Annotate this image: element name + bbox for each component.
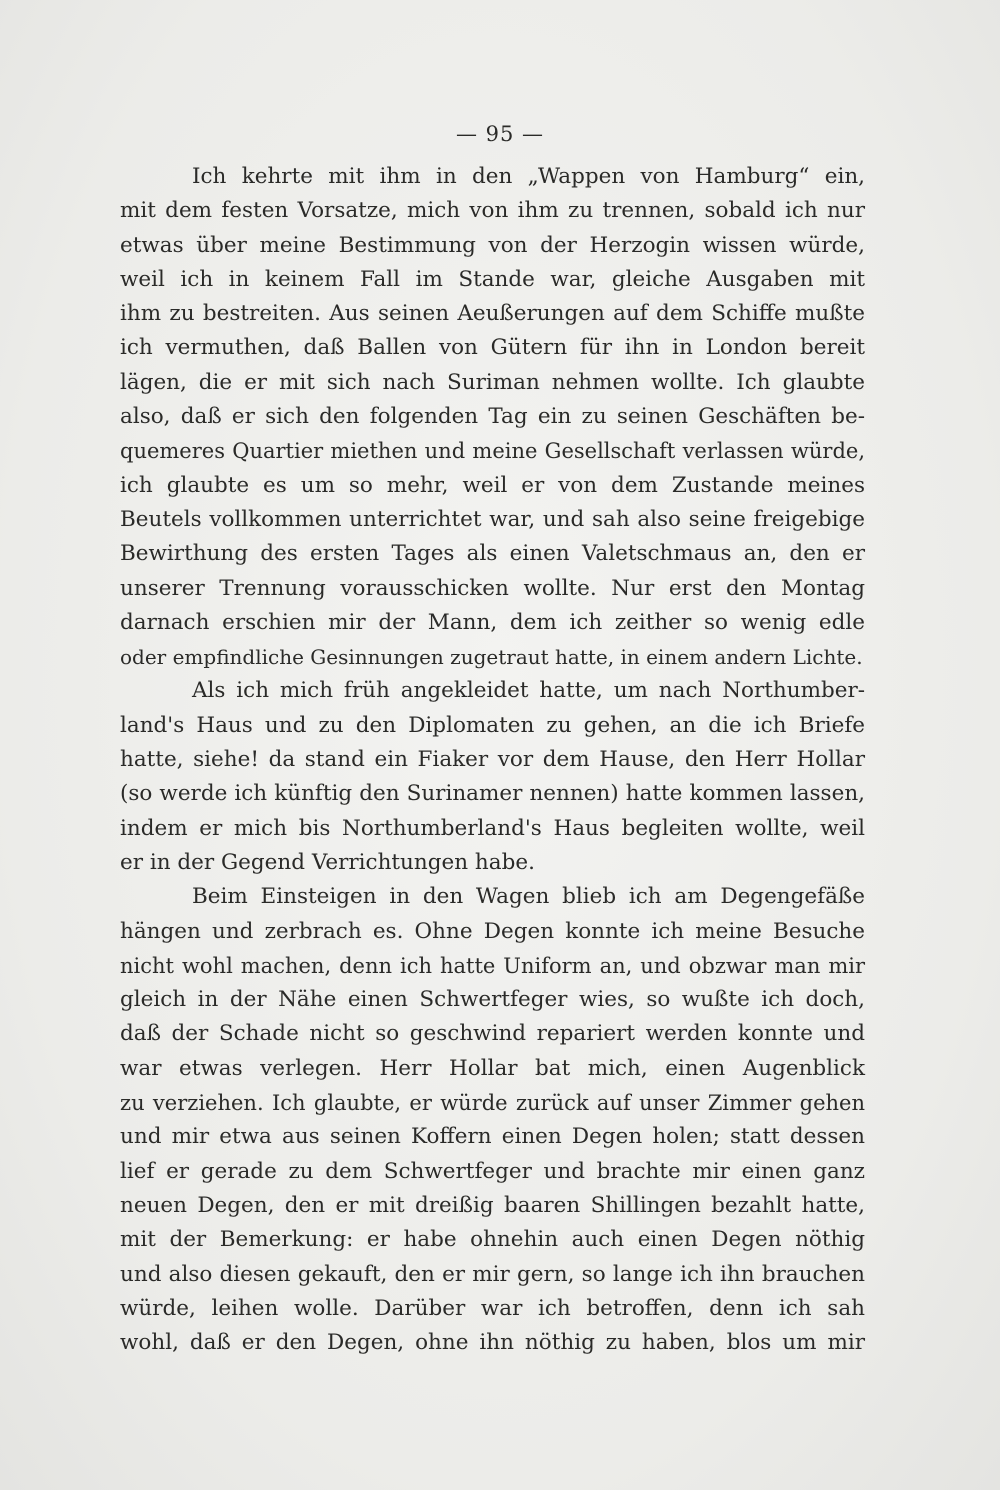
text-line: mit der Bemerkung: er habe ohnehin auch einen Degen nöthig [120,1227,865,1253]
text-line: (so werde ich künftig den Surinamer nennen) hatte kommen lassen, [120,781,865,807]
text-line: indem er mich bis Northumberland's Haus begleiten wollte, weil [120,815,865,841]
text-line: etwas über meine Bestimmung von der Herzogin wissen würde, [120,232,865,258]
text-line: lägen, die er mit sich nach Suriman nehmen wollte. Ich glaubte [120,369,865,395]
paragraph [120,160,865,674]
paragraph [120,674,865,880]
text-line: daß der Schade nicht so geschwind repariert werden konnte und [120,1021,865,1047]
text-line: Beutels vollkommen unterrichtet war, und sah also seine freigebige [120,506,865,532]
text-line: darnach erschien mir der Mann, dem ich zeither so wenig edle [120,609,865,635]
text-line: lief er gerade zu dem Schwertfeger und brachte mir einen ganz [120,1158,865,1184]
text-line: Ich kehrte mit ihm in den „Wappen von Hamburg“ ein, [192,164,865,189]
text-line: und also diesen gekauft, den er mir gern, so lange ich ihn brauchen [120,1261,865,1287]
text-line: würde, leihen wolle. Darüber war ich betroffen, denn ich sah [120,1295,865,1321]
text-line: nicht wohl machen, denn ich hatte Uniform an, und obzwar man mir [120,953,865,978]
text-line: unserer Trennung vorausschicken wollte. Nur erst den Montag [120,575,865,601]
text-line: hängen und zerbrach es. Ohne Degen konnte ich meine Besuche [120,918,865,944]
text-line: Als ich mich früh angekleidet hatte, um nach Northumber- [192,678,865,704]
text-line: land's Haus und zu den Diplomaten zu gehen, an die ich Briefe [120,712,865,738]
text-line: ich vermuthen, daß Ballen von Gütern für ihn in London bereit [120,335,865,361]
text-line: ich glaubte es um so mehr, weil er von dem Zustande meines [120,472,865,498]
text-line: hatte, siehe! da stand ein Fiaker vor dem Hause, den Herr Hollar [120,747,865,773]
paragraph [120,880,865,1360]
text-line: also, daß er sich den folgenden Tag ein zu seinen Geschäften be- [120,404,865,430]
text-line: und mir etwa aus seinen Koffern einen Degen holen; statt dessen [120,1124,865,1150]
text-line: oder empfindliche Gesinnungen zugetraut hatte, in einem andern Lichte. [120,645,863,670]
text-line: quemeres Quartier miethen und meine Gesellschaft verlassen würde, [120,439,865,464]
text-line: gleich in der Nähe einen Schwertfeger wies, so wußte ich doch, [120,987,865,1013]
text-line: Beim Einsteigen in den Wagen blieb ich am Degengefäße [192,884,865,910]
text-line: er in der Gegend Verrichtungen habe. [120,849,535,875]
text-line: zu verziehen. Ich glaubte, er würde zurück auf unser Zimmer gehen [120,1091,865,1116]
text-line: neuen Degen, den er mit dreißig baaren Shillingen bezahlt hatte, [120,1192,865,1218]
page-number: — 95 — [455,122,545,146]
text-line: wohl, daß er den Degen, ohne ihn nöthig zu haben, blos um mir [120,1330,865,1356]
text-line: war etwas verlegen. Herr Hollar bat mich, einen Augenblick [120,1055,865,1081]
text-line: ihm zu bestreiten. Aus seinen Aeußerungen auf dem Schiffe mußte [120,301,865,327]
text-line: weil ich in keinem Fall im Stande war, gleiche Ausgaben mit [120,266,865,292]
body-text [120,160,865,1360]
text-line: mit dem festen Vorsatze, mich von ihm zu trennen, sobald ich nur [120,198,865,224]
text-line: Bewirthung des ersten Tages als einen Valetschmaus an, den er [120,541,865,567]
